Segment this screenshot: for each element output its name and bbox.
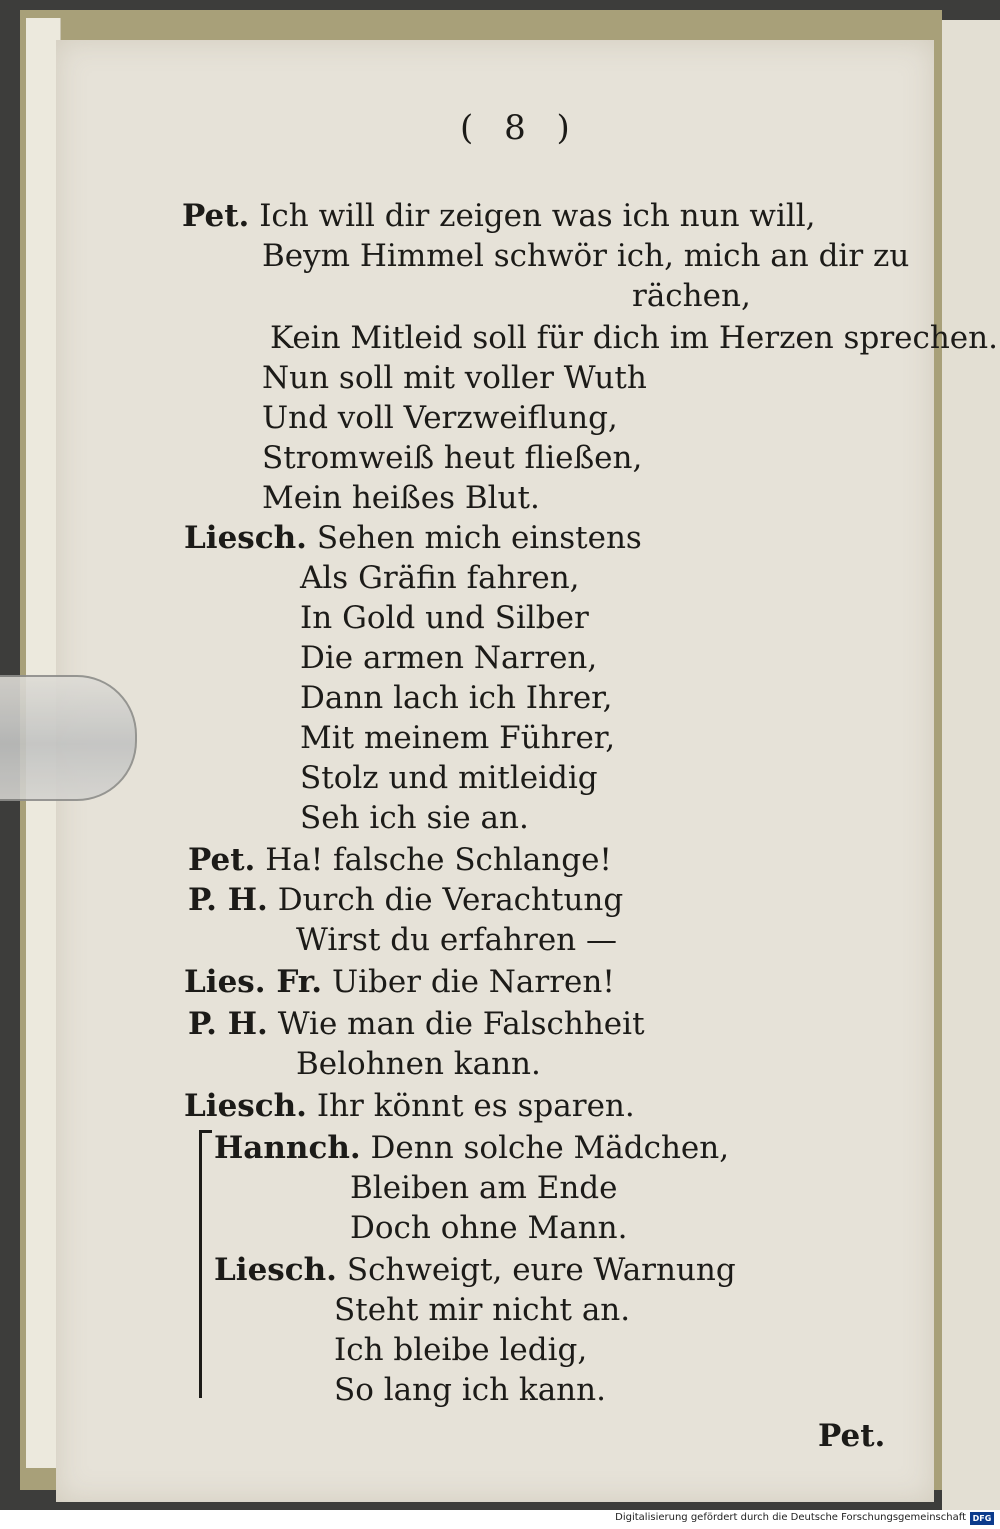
- verse-text: Steht mir nicht an.: [334, 1292, 631, 1328]
- speaker-label: Liesch.: [184, 1088, 307, 1124]
- verse-line: [188, 880, 623, 920]
- verse-text: Wie man die Falschheit: [277, 1006, 645, 1042]
- page-number: ( 8 ): [460, 108, 580, 148]
- verse-line: [188, 840, 612, 880]
- verse-text: So lang ich kann.: [334, 1372, 606, 1408]
- verse-text: Kein Mitleid soll für dich im Herzen sprechen.: [270, 320, 998, 356]
- verse-text: Seh ich sie an.: [300, 800, 529, 836]
- verse-line: [184, 962, 615, 1002]
- verse-line: [214, 1250, 736, 1290]
- scanner-clamp: [0, 675, 137, 801]
- facing-page-edge: [942, 20, 1000, 1510]
- verse-line: [188, 1004, 645, 1044]
- speaker-label: Pet.: [182, 198, 250, 234]
- verse-text: Ha! falsche Schlange!: [265, 842, 612, 878]
- verse-text: In Gold und Silber: [300, 600, 589, 636]
- verse-line: [334, 1370, 606, 1410]
- verse-text: Belohnen kann.: [296, 1046, 541, 1082]
- verse-line: [270, 318, 998, 358]
- verse-line: [300, 638, 597, 678]
- verse-line: [214, 1128, 729, 1168]
- verse-text: Stolz und mitleidig: [300, 760, 598, 796]
- speaker-label: Hannch.: [214, 1130, 361, 1166]
- speaker-label: Pet.: [188, 842, 256, 878]
- verse-text: Beym Himmel schwör ich, mich an dir zu: [262, 238, 910, 274]
- verse-text: Dann lach ich Ihrer,: [300, 680, 613, 716]
- verse-line: [350, 1208, 628, 1248]
- verse-text: Schweigt, eure Warnung: [346, 1252, 736, 1288]
- verse-text: Mit meinem Führer,: [300, 720, 616, 756]
- brace-bracket: [199, 1148, 202, 1398]
- funding-notice: Digitalisierung gefördert durch die Deutsche Forschungsgemeinschaft: [615, 1512, 966, 1523]
- verse-text: Uiber die Narren!: [331, 964, 615, 1000]
- verse-text: Mein heißes Blut.: [262, 480, 540, 516]
- catchword: Pet.: [818, 1418, 886, 1454]
- verse-text: Ich bleibe ledig,: [334, 1332, 588, 1368]
- speaker-label: Liesch.: [214, 1252, 337, 1288]
- verse-line: [182, 196, 816, 236]
- verse-text: Als Gräfin fahren,: [300, 560, 580, 596]
- verse-line: [300, 678, 612, 718]
- verse-line: [334, 1290, 630, 1330]
- verse-line: [262, 236, 909, 276]
- verse-line: [350, 1168, 617, 1208]
- verse-line: [262, 358, 647, 398]
- speaker-label: Lies. Fr.: [184, 964, 323, 1000]
- verse-text: Ich will dir zeigen was ich nun will,: [259, 198, 816, 234]
- speaker-label: Liesch.: [184, 520, 307, 556]
- verse-text: Denn solche Mädchen,: [370, 1130, 730, 1166]
- verse-line: [262, 398, 618, 438]
- verse-text: Sehen mich einstens: [316, 520, 642, 556]
- verse-line: [184, 1086, 635, 1126]
- verse-line: [300, 598, 589, 638]
- verse-text: Stromweiß heut fließen,: [262, 440, 643, 476]
- verse-text: Doch ohne Mann.: [350, 1210, 628, 1246]
- verse-text: Und voll Verzweiflung,: [262, 400, 618, 436]
- verse-text: Bleiben am Ende: [350, 1170, 618, 1206]
- verse-text: Die armen Narren,: [300, 640, 598, 676]
- verse-line: [296, 1044, 541, 1084]
- verse-line: [262, 478, 540, 518]
- dfg-logo-icon: DFG: [970, 1512, 994, 1525]
- verse-line: [334, 1330, 587, 1370]
- verse-line: [262, 438, 642, 478]
- verse-text: Durch die Verachtung: [277, 882, 624, 918]
- verse-text: Nun soll mit voller Wuth: [262, 360, 647, 396]
- verse-line: [184, 518, 642, 558]
- verse-line: [300, 798, 529, 838]
- verse-text: Wirst du erfahren —: [296, 922, 618, 958]
- verse-text: Ihr könnt es sparen.: [316, 1088, 635, 1124]
- verse-line: [300, 718, 615, 758]
- verse-line: [632, 276, 751, 316]
- speaker-label: P. H.: [188, 1006, 268, 1042]
- verse-text: rächen,: [632, 278, 751, 314]
- verse-line: [300, 758, 598, 798]
- verse-line: [296, 920, 617, 960]
- speaker-label: P. H.: [188, 882, 268, 918]
- verse-line: [300, 558, 580, 598]
